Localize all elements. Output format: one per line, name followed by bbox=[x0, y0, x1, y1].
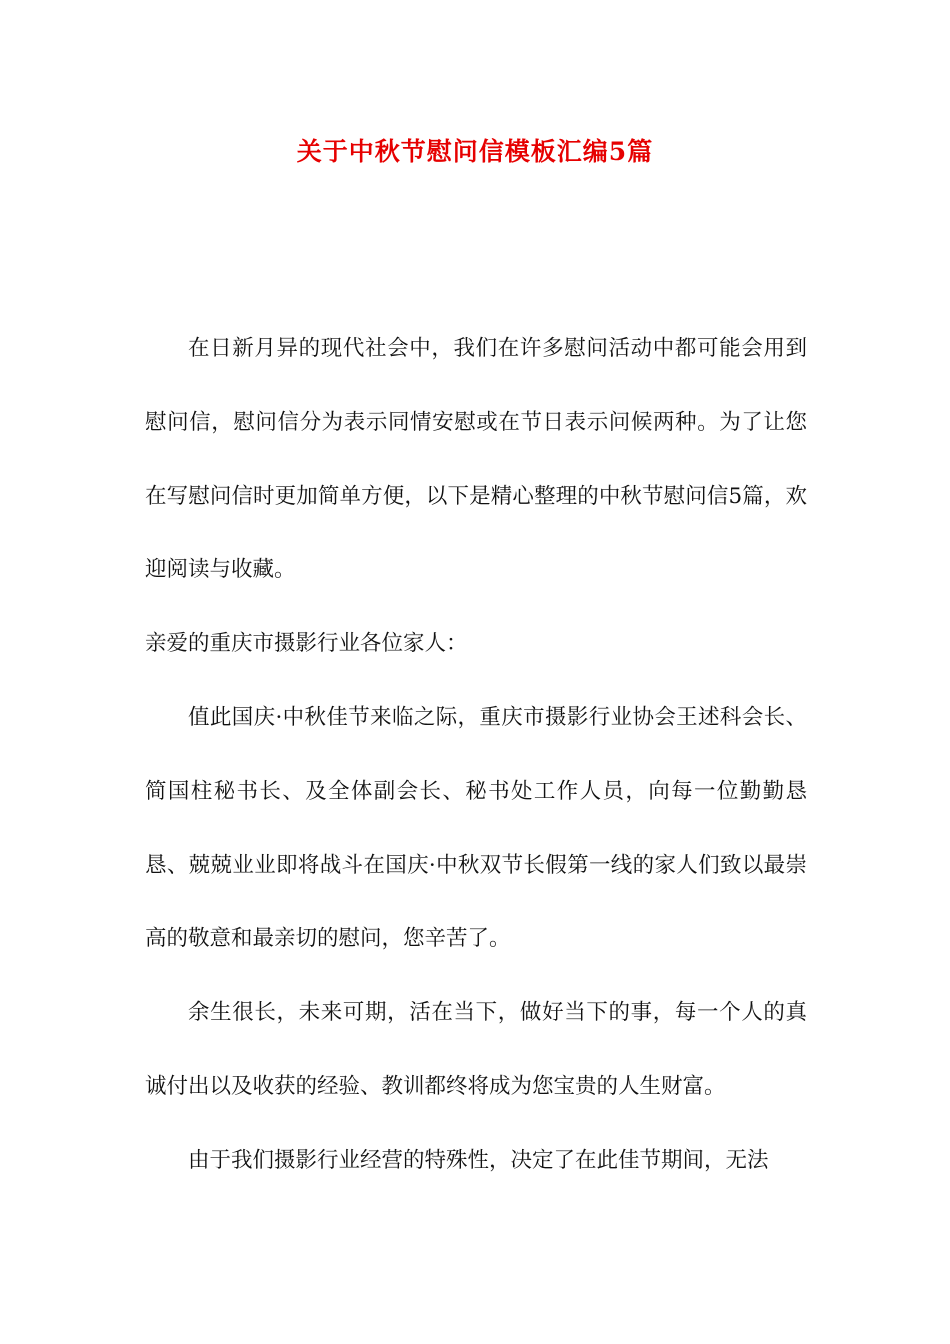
paragraph-salutation: 亲爱的重庆市摄影行业各位家人： bbox=[145, 631, 468, 657]
paragraph-intro: 在日新月异的现代社会中，我们在许多慰问活动中都可能会用到慰问信，慰问信分为表示同情安慰或在节日表示问候两种。为了让您在写慰问信时更加简单方便，以下是精心整理的中秋节慰问信5篇，欢迎阅读与收藏。 bbox=[145, 336, 807, 583]
paragraph-continuation: 由于我们摄影行业经营的特殊性，决定了在此佳节期间，无法 bbox=[188, 1147, 769, 1173]
paragraph-reflection: 余生很长，未来可期，活在当下，做好当下的事，每一个人的真诚付出以及收获的经验、教训都终将成为您宝贵的人生财富。 bbox=[145, 1000, 807, 1099]
document-body bbox=[145, 312, 807, 1198]
paragraph-greeting: 值此国庆·中秋佳节来临之际，重庆市摄影行业协会王述科会长、简国柱秘书长、及全体副会长、秘书处工作人员，向每一位勤勤恳恳、兢兢业业即将战斗在国庆·中秋双节长假第一线的家人们致以最崇高的敬意和最亲切的慰问，您辛苦了。 bbox=[145, 704, 807, 952]
document-title: 关于中秋节慰问信模板汇编5篇 bbox=[296, 137, 654, 166]
